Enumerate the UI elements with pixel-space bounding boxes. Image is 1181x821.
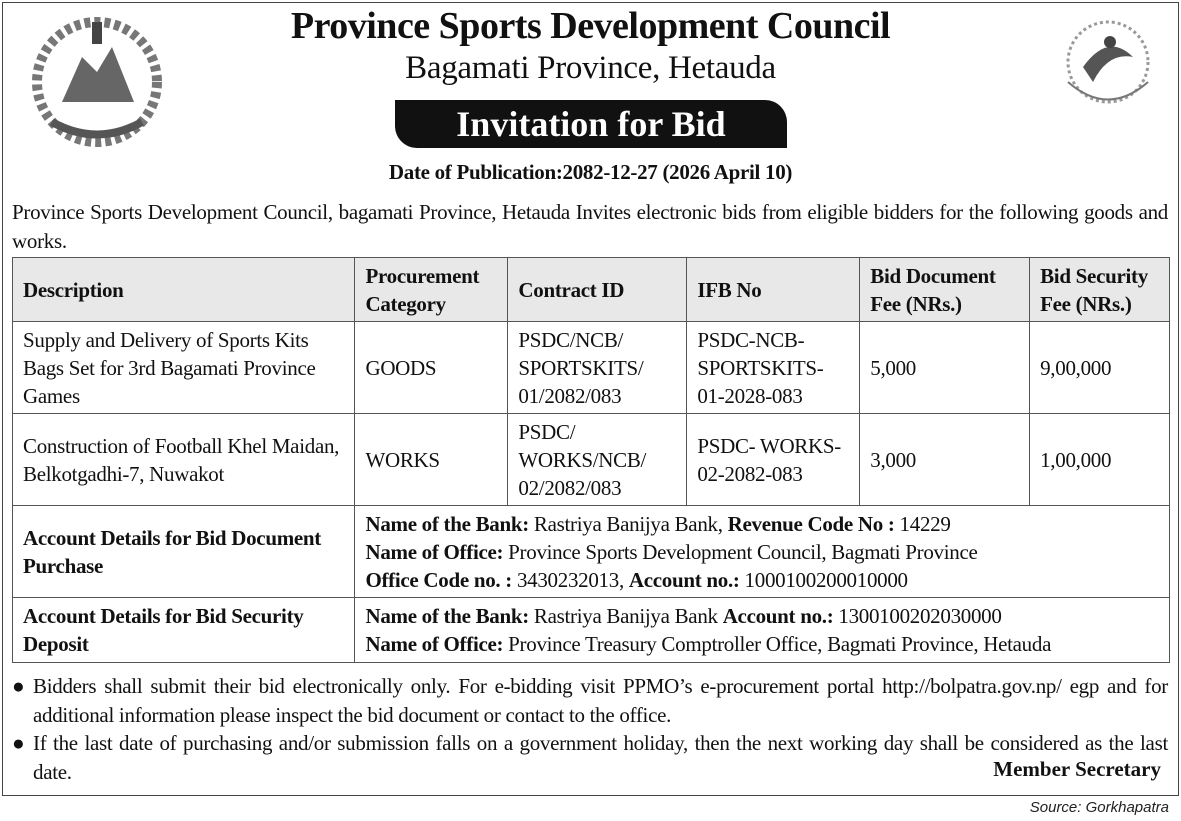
label: Account no.: [722,604,834,628]
office-name: Province Sports Development Council, Bagmati Province [508,539,978,564]
cell-contract-id: PSDC/ WORKS/NCB/ 02/2082/083 [508,414,687,506]
bullet-item [12,672,1168,730]
account-security-label: Account Details for Bid Security Deposit [13,598,355,663]
col-header: Description [13,258,355,322]
account-number: 1000100200010000 [744,567,908,592]
bid-table [12,257,1170,663]
col-header: Bid Security Fee (NRs.) [1030,258,1170,322]
account-purchase-row [13,506,1170,598]
publication-date: Date of Publication:2082-12-27 (2026 April 10) [388,160,793,184]
organization-title: Province Sports Development Council [290,5,891,47]
office-code: 3430232013, [516,567,624,592]
notice-banner: Invitation for Bid [395,100,787,148]
table-row [13,414,1170,506]
label: Account no.: [628,567,740,592]
bank-name: Rastriya Banijya Bank, [533,511,723,536]
cell-description: Construction of Football Khel Maidan, Belkotgadhi-7, Nuwakot [13,414,355,506]
table-header-row [13,258,1170,322]
label: Name of the Bank: [365,604,529,628]
cell-category: GOODS [355,322,508,414]
intro-paragraph: Province Sports Development Council, bagamati Province, Hetauda Invites electronic bids from eligible bidders for the following goods and works. [12,200,1168,253]
cell-doc-fee: 3,000 [860,414,1030,506]
label: Name of Office: [365,539,504,564]
cell-ifb-no: PSDC-NCB- SPORTSKITS- 01-2028-083 [687,322,860,414]
account-purchase-label: Account Details for Bid Document Purchase [13,506,355,598]
cell-ifb-no: PSDC- WORKS- 02-2082-083 [687,414,860,506]
label: Office Code no. : [365,567,512,592]
col-header: Bid Document Fee (NRs.) [860,258,1030,322]
bullet-text: Bidders shall submit their bid electronically only. For e-bidding visit PPMO’s e-procurement portal http://bolpatra.gov.np/ egp and for additional information please inspect the bid document or contact to the office. [33,674,1168,727]
account-purchase-details [355,506,1170,598]
cell-description: Supply and Delivery of Sports Kits Bags Set for 3rd Bagamati Province Games [13,322,355,414]
signatory: Member Secretary [993,757,1161,781]
office-name: Province Treasury Comptroller Office, Bagmati Province, Hetauda [508,632,1052,656]
organization-subtitle: Bagamati Province, Hetauda [405,50,776,86]
account-number: 1300100202030000 [838,604,1002,628]
col-header: IFB No [687,258,860,322]
cell-security-fee: 1,00,000 [1030,414,1170,506]
table-row [13,322,1170,414]
account-security-row [13,598,1170,663]
bullet-text: If the last date of purchasing and/or submission falls on a government holiday, then the next working day shall be considered as the last date. [33,731,1168,784]
col-header: Contract ID [508,258,687,322]
label: Name of the Bank: [365,511,529,536]
bullet-icon: ● [12,674,25,698]
cell-security-fee: 9,00,000 [1030,322,1170,414]
bank-name: Rastriya Banijya Bank [533,604,718,628]
label: Revenue Code No : [727,511,895,536]
bullet-icon: ● [12,731,25,755]
cell-category: WORKS [355,414,508,506]
col-header: Procurement Category [355,258,508,322]
revenue-code: 14229 [899,511,951,536]
source-credit: Source: Gorkhapatra [1029,799,1169,816]
label: Name of Office: [365,632,504,656]
cell-doc-fee: 5,000 [860,322,1030,414]
account-security-details [355,598,1170,663]
cell-contract-id: PSDC/NCB/ SPORTSKITS/ 01/2082/083 [508,322,687,414]
